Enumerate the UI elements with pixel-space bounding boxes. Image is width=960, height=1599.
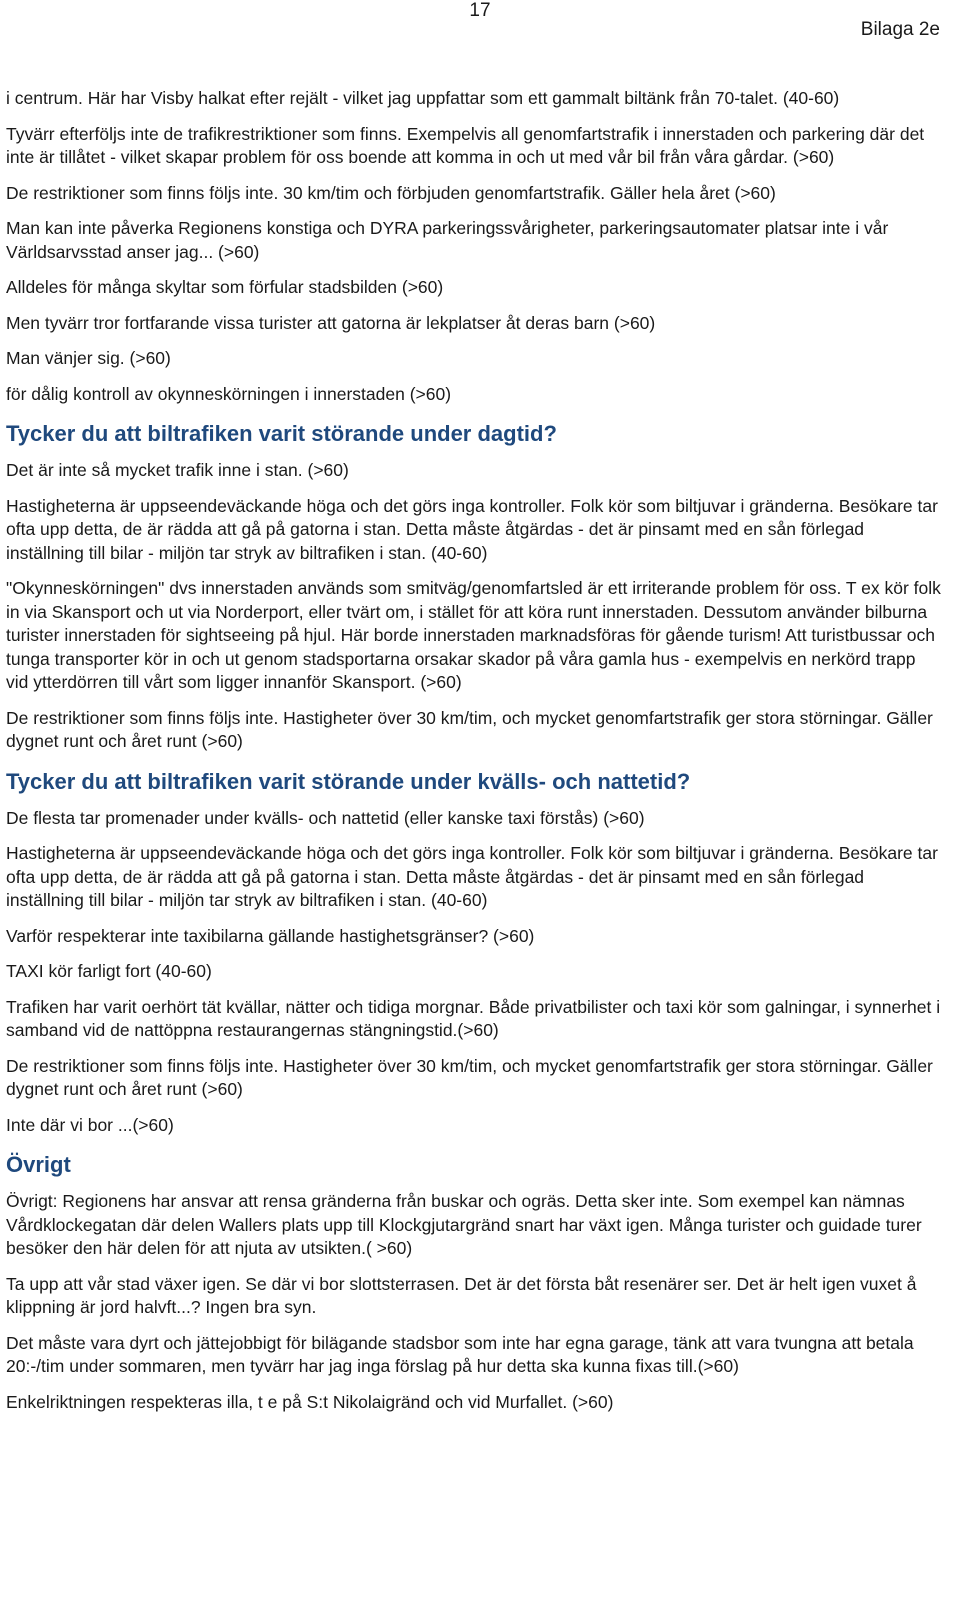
survey-response: i centrum. Här har Visby halkat efter rejält - vilket jag uppfattar som ett gammalt biltänk från 70-talet. (40-60) (6, 88, 840, 108)
section-heading: Övrigt (6, 1152, 71, 1177)
section-heading: Tycker du att biltrafiken varit störande under kvälls- och nattetid? (6, 768, 691, 794)
survey-response: Det måste vara dyrt och jättejobbigt för bilägande stadsbor som inte har egna garage, tänk att vara tvungna att betala 20:-/tim under sommaren, men tyvärr har jag inga förslag på hur detta ska kunna fixas till.(>60) (6, 1332, 914, 1376)
survey-response: Inte där vi bor ...(>60) (6, 1114, 174, 1135)
section-heading: Tycker du att biltrafiken varit störande under dagtid? (6, 421, 557, 446)
survey-response: Övrigt: Regionens har ansvar att rensa gränderna från buskar och ogräs. Detta sker inte. Som exempel kan nämnas Vårdklockegatan där delen Wallers plats upp till Klockgjutargränd snart har växt igen. Många turister och guidade turer besöker den här delen för att njuta av utsikten.( >60) (6, 1191, 922, 1258)
survey-response: Trafiken har varit oerhört tät kvällar, nätter och tidiga morgnar. Både privatbilister och taxi kör som galningar, i synnerhet i samband vid de nattöppna restaurangernas stängningstid.(>60) (6, 996, 941, 1040)
survey-response: Hastigheterna är uppseendeväckande höga och det görs inga kontroller. Folk kör som biltjuvar i gränderna. Besökare tar ofta upp detta, de är rädda att gå på gatorna i stan. Detta måste åtgärdas - det är pinsamt med en sån förlegad inställning till bilar - miljön tar stryk av biltrafiken i stan. (40-60) (6, 843, 938, 910)
page-number: 17 (469, 0, 491, 21)
survey-response: Alldeles för många skyltar som förfular stadsbilden (>60) (6, 277, 444, 297)
survey-response: för dålig kontroll av okynneskörningen i innerstaden (>60) (6, 383, 452, 404)
survey-response: Varför respekterar inte taxibilarna gällande hastighetsgränser? (>60) (6, 925, 535, 946)
survey-response: De restriktioner som finns följs inte. Hastigheter över 30 km/tim, och mycket genomfartstrafik ger stora störningar. Gäller dygnet runt och året runt (>60) (6, 707, 933, 751)
survey-response: Men tyvärr tror fortfarande vissa turister att gatorna är lekplatser åt deras barn (>60) (6, 312, 656, 333)
survey-response: De restriktioner som finns följs inte. 30 km/tim och förbjuden genomfartstrafik. Gäller hela året (>60) (6, 182, 776, 203)
appendix-label: Bilaga 2e (860, 19, 940, 40)
survey-response: TAXI kör farligt fort (40-60) (6, 961, 212, 981)
survey-response: "Okynneskörningen" dvs innerstaden används som smitväg/genomfartsled är ett irriterande problem för oss. T ex kör folk in via Skansport och ut via Norderport, eller tvärt om, i stället för att köra runt innerstaden. Dessutom använder bilburna turister innerstaden för sightseeing på hjul. Här borde innerstaden marknadsföras för gående turism! Att turistbussar och tunga transporter kör in och ut genom stadsportarna orsakar skador på våra gamla hus - exempelvis en nerkörd trapp vid ytterdörren till vårt som ligger innanför Skansport. (>60) (6, 578, 941, 692)
survey-response: De flesta tar promenader under kvälls- och nattetid (eller kanske taxi förstås) (>60) (6, 807, 645, 828)
document-body (6, 87, 942, 1426)
survey-response: Enkelriktningen respekteras illa, t e på S:t Nikolaigränd och vid Murfallet. (>60) (6, 1391, 614, 1412)
survey-response: Man kan inte påverka Regionens konstiga och DYRA parkeringssvårigheter, parkeringsautomater platsar inte i vår Världsarvsstad anser jag... (>60) (6, 218, 889, 262)
survey-response: Det är inte så mycket trafik inne i stan. (>60) (6, 460, 349, 480)
survey-response: Hastigheterna är uppseendeväckande höga och det görs inga kontroller. Folk kör som biltjuvar i gränderna. Besökare tar ofta upp detta, de är rädda att gå på gatorna i stan. Detta måste åtgärdas - det är pinsamt med en sån förlegad inställning till bilar - miljön tar stryk av biltrafiken i stan. (40-60) (6, 495, 938, 563)
survey-response: De restriktioner som finns följs inte. Hastigheter över 30 km/tim, och mycket genomfartstrafik ger stora störningar. Gäller dygnet runt och året runt (>60) (6, 1055, 933, 1099)
survey-response: Man vänjer sig. (>60) (6, 348, 171, 368)
survey-response: Ta upp att vår stad växer igen. Se där vi bor slottsterrasen. Det är det första båt resenärer ser. Det är helt igen vuxet å klippning är jord halvft...? Ingen bra syn. (6, 1273, 917, 1317)
survey-response: Tyvärr efterföljs inte de trafikrestriktioner som finns. Exempelvis all genomfartstrafik i innerstaden och parkering där det inte är tillåtet - vilket skapar problem för oss boende att komma in och ut med vår bil från våra gårdar. (>60) (6, 123, 925, 167)
